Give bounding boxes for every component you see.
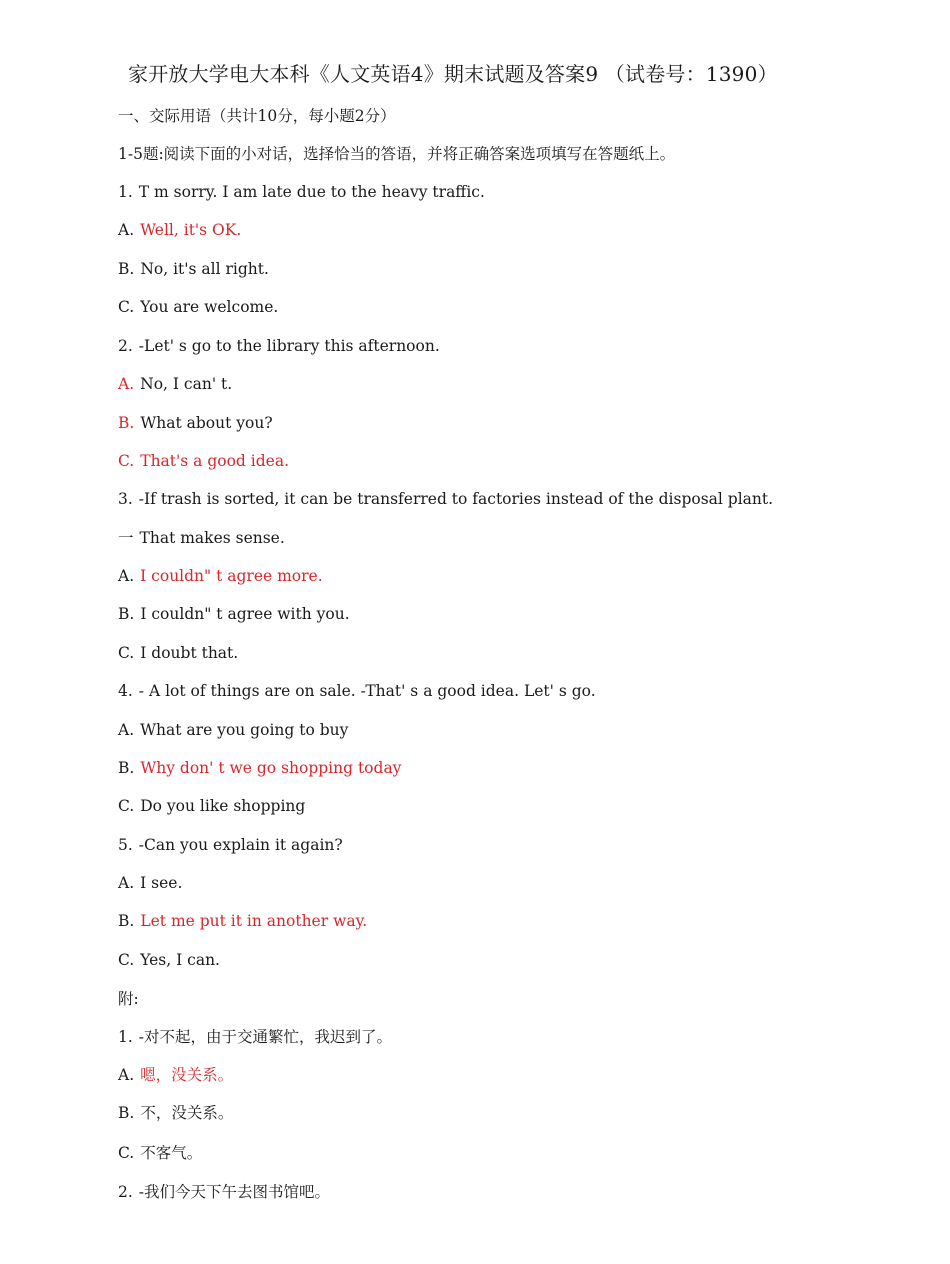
line-label: C. — [118, 644, 135, 662]
line-label: C. — [118, 452, 135, 470]
question-line — [118, 259, 269, 279]
instructions: 1-5题:阅读下面的小对话，选择恰当的答语，并将正确答案选项填写在答题纸上。 — [118, 145, 676, 163]
question-line — [118, 1143, 202, 1163]
line-label: B. — [118, 912, 135, 930]
question-line — [118, 643, 238, 663]
line-label: 2. — [118, 1183, 133, 1201]
line-text: No, it's all right. — [140, 260, 269, 278]
line-text: I doubt that. — [140, 644, 239, 662]
line-text: -我们今天下午去图书馆吧。 — [138, 1183, 331, 1201]
line-text: Do you like shopping — [140, 797, 306, 815]
line-text: Yes, I can. — [140, 951, 220, 969]
line-label: B. — [118, 260, 135, 278]
line-label: 1. — [118, 1028, 133, 1046]
line-text: That's a good idea. — [140, 452, 289, 470]
line-label: A. — [118, 1066, 135, 1084]
line-label: C. — [118, 797, 135, 815]
line-text: Well, it's OK. — [140, 221, 242, 239]
question-line — [118, 989, 145, 1009]
line-text: 不，没关系。 — [140, 1104, 234, 1122]
line-text: You are welcome. — [140, 298, 279, 316]
question-line — [118, 489, 773, 509]
question-line — [118, 604, 350, 624]
line-text: I see. — [140, 874, 183, 892]
line-text: 不客气。 — [140, 1144, 203, 1162]
line-text: I couldn" t agree more. — [140, 567, 323, 585]
line-label: 3. — [118, 490, 133, 508]
line-label: 一 — [118, 529, 134, 547]
question-line — [118, 1065, 233, 1085]
line-text: What about you? — [140, 414, 273, 432]
question-line — [118, 297, 278, 317]
line-label: A. — [118, 567, 135, 585]
line-text: I couldn" t agree with you. — [140, 605, 350, 623]
line-label: C. — [118, 298, 135, 316]
question-line — [118, 911, 367, 931]
line-label: 附: — [118, 990, 139, 1008]
line-label: 2. — [118, 337, 133, 355]
line-label: 5. — [118, 836, 133, 854]
line-text: 嗯，没关系。 — [140, 1066, 234, 1084]
line-text: -对不起，由于交通繁忙，我迟到了。 — [138, 1028, 393, 1046]
line-text: No, I can' t. — [140, 375, 233, 393]
line-label: B. — [118, 759, 135, 777]
question-line — [118, 796, 305, 816]
line-text: That makes sense. — [139, 529, 285, 547]
line-label: B. — [118, 605, 135, 623]
question-line — [118, 182, 485, 202]
line-text: - A lot of things are on sale. -That' s a good idea. Let' s go. — [138, 682, 596, 700]
line-text: -Let' s go to the library this afternoon. — [138, 337, 440, 355]
question-line — [118, 528, 285, 548]
question-line — [118, 566, 323, 586]
line-label: A. — [118, 721, 135, 739]
line-label: B. — [118, 414, 135, 432]
line-label: 4. — [118, 682, 133, 700]
section-heading: 一、交际用语（共计10分，每小题2分） — [118, 107, 396, 125]
document-title: 家开放大学电大本科《人文英语4》期末试题及答案9 （试卷号：1390） — [128, 62, 778, 86]
question-line — [118, 720, 348, 740]
question-line — [118, 873, 182, 893]
line-label: 1. — [118, 183, 133, 201]
line-text: What are you going to buy — [140, 721, 349, 739]
question-line — [118, 681, 596, 701]
question-line — [118, 950, 220, 970]
line-label: A. — [118, 221, 135, 239]
line-text: -If trash is sorted, it can be transferred to factories instead of the disposal plant. — [138, 490, 774, 508]
line-label: C. — [118, 1144, 135, 1162]
line-label: A. — [118, 375, 135, 393]
question-line — [118, 374, 232, 394]
line-text: -Can you explain it again? — [138, 836, 343, 854]
question-line — [118, 835, 343, 855]
question-line — [118, 1182, 330, 1202]
line-label: C. — [118, 951, 135, 969]
question-line — [118, 1103, 233, 1123]
line-text: Let me put it in another way. — [140, 912, 368, 930]
line-label: B. — [118, 1104, 135, 1122]
question-line — [118, 220, 241, 240]
question-line — [118, 336, 440, 356]
question-line — [118, 758, 401, 778]
question-line — [118, 1027, 392, 1047]
line-text: Why don' t we go shopping today — [140, 759, 402, 777]
line-text: T m sorry. I am late due to the heavy traffic. — [138, 183, 485, 201]
line-label: A. — [118, 874, 135, 892]
question-line — [118, 413, 273, 433]
question-line — [118, 451, 289, 471]
